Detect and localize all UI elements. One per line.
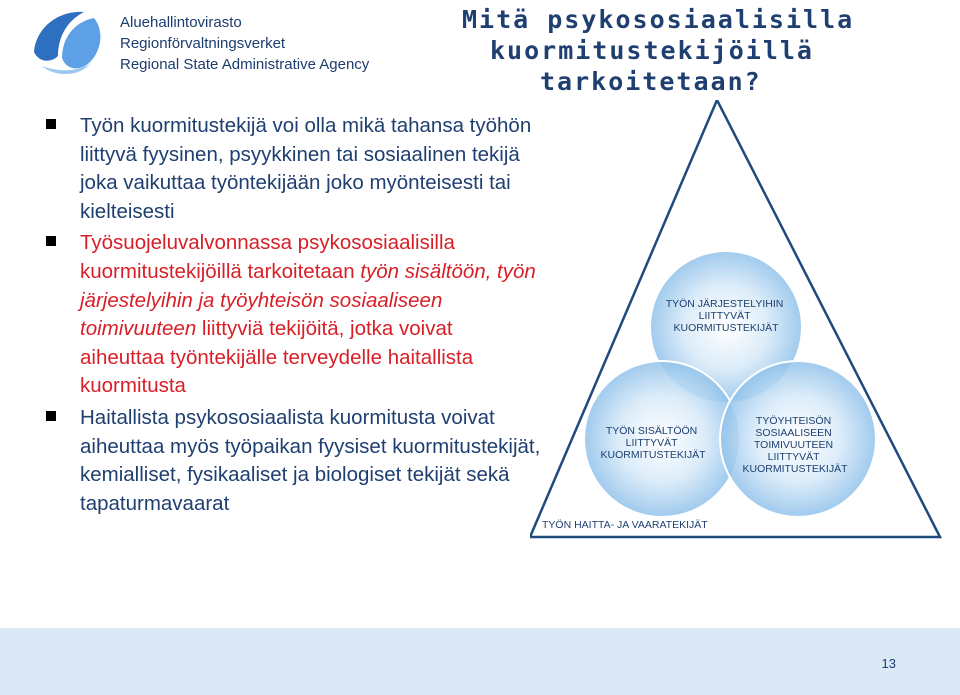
logo-line-3: Regional State Administrative Agency xyxy=(120,56,370,73)
title-line-3: tarkoitetaan? xyxy=(540,67,762,96)
title-line-1: Mitä psykososiaalisilla xyxy=(462,5,855,34)
page-number: 13 xyxy=(881,656,896,671)
logo-line-2: Regionförvaltningsverket xyxy=(120,35,286,52)
bullet-square-icon xyxy=(46,119,56,129)
label-top: TYÖN JÄRJESTELYIHIN LIITTYVÄT KUORMITUSTEKIJÄT xyxy=(665,298,784,334)
label-left: TYÖN SISÄLTÖÖN LIITTYVÄT KUORMITUSTEKIJÄT xyxy=(600,425,706,461)
bullet-text-1: Työn kuormitustekijä voi olla mikä tahansa työhön liittyvä fyysinen, psyykkinen tai sosiaalinen tekijä joka vaikuttaa työntekijään joko myönteisesti tai kielteisesti xyxy=(80,114,532,223)
label-base: TYÖN HAITTA- JA VAARATEKIJÄT xyxy=(542,519,708,531)
bullet-list xyxy=(42,112,542,521)
bullet-text-2c: liittyviä tekijöitä, jotka voivat aiheuttaa työntekijälle terveydelle haitallista kuormitusta xyxy=(80,317,474,398)
footer-bar xyxy=(0,628,960,695)
bullet-square-icon xyxy=(46,411,56,421)
venn-triangle-diagram xyxy=(530,100,950,550)
slide-title xyxy=(440,4,940,97)
logo-line-1: Aluehallintovirasto xyxy=(120,14,242,31)
logo-emblem-icon xyxy=(28,6,108,80)
label-right: TYÖYHTEISÖN SOSIAALISEEN TOIMIVUUTEEN LIITTYVÄT KUORMITUSTEKIJÄT xyxy=(742,415,848,475)
bullet-item-1 xyxy=(42,112,542,226)
bullet-text-2b-italic: työn sisältöön, työn järjestelyihin ja työyhteisön sosiaaliseen toimivuuteen xyxy=(80,259,536,341)
bullet-square-icon xyxy=(46,236,56,246)
bullet-item-3 xyxy=(42,404,542,518)
bullet-text-2a: Työsuojeluvalvonnassa psykososiaalisilla kuormitustekijöillä tarkoitetaan xyxy=(80,231,455,283)
bullet-item-2 xyxy=(42,229,542,401)
agency-logo xyxy=(28,6,388,80)
title-line-2: kuormitustekijöillä xyxy=(490,36,814,65)
bullet-text-3: Haitallista psykososiaalista kuormitusta voivat aiheuttaa myös työpaikan fyysiset kuormitustekijät, kemialliset, fysikaaliset ja biologiset tekijät sekä tapaturmavaarat xyxy=(80,405,541,515)
